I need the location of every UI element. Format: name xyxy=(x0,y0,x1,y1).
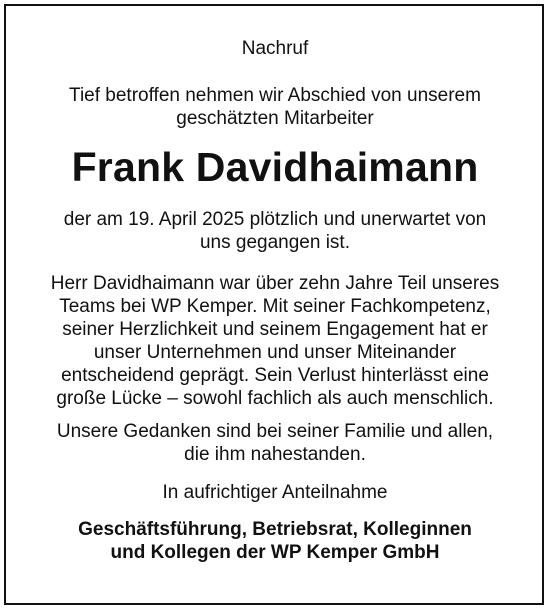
deceased-name: Frank Davidhaimann xyxy=(71,144,479,190)
signature-line: Geschäftsführung, Betriebsrat, Kolleginnen xyxy=(78,519,472,540)
notice-heading xyxy=(0,37,550,60)
condolence-paragraph xyxy=(0,420,550,466)
passing-line: der am 19. April 2025 plötzlich und unerwartet von xyxy=(63,209,487,230)
intro-paragraph xyxy=(0,84,550,130)
tribute-line: Herr Davidhaimann war über zehn Jahre Teil unseres xyxy=(50,273,500,294)
tribute-line: seiner Herzlichkeit und seinem Engagement hat er xyxy=(62,319,488,340)
condolence-line: Unsere Gedanken sind bei seiner Familie und allen, xyxy=(56,421,494,442)
passing-line: uns gegangen ist. xyxy=(199,232,350,253)
closing-text: In aufrichtiger Anteilnahme xyxy=(162,482,388,503)
closing-phrase xyxy=(0,481,550,504)
intro-line: Tief betroffen nehmen wir Abschied von unserem xyxy=(69,85,481,106)
heading-text: Nachruf xyxy=(241,38,309,59)
intro-line: geschätzten Mitarbeiter xyxy=(176,108,374,129)
tribute-line: Teams bei WP Kemper. Mit seiner Fachkompetenz, xyxy=(59,296,491,317)
signature-line: und Kollegen der WP Kemper GmbH xyxy=(110,542,440,563)
signature-block xyxy=(0,518,550,564)
passing-paragraph xyxy=(0,208,550,254)
tribute-line: große Lücke – sowohl fachlich als auch menschlich. xyxy=(56,388,494,409)
tribute-line: unser Unternehmen und unser Miteinander xyxy=(93,342,457,363)
condolence-line: die ihm nahestanden. xyxy=(184,444,366,465)
tribute-paragraph xyxy=(0,272,550,410)
tribute-line: entscheidend geprägt. Sein Verlust hinterlässt eine xyxy=(61,365,489,386)
